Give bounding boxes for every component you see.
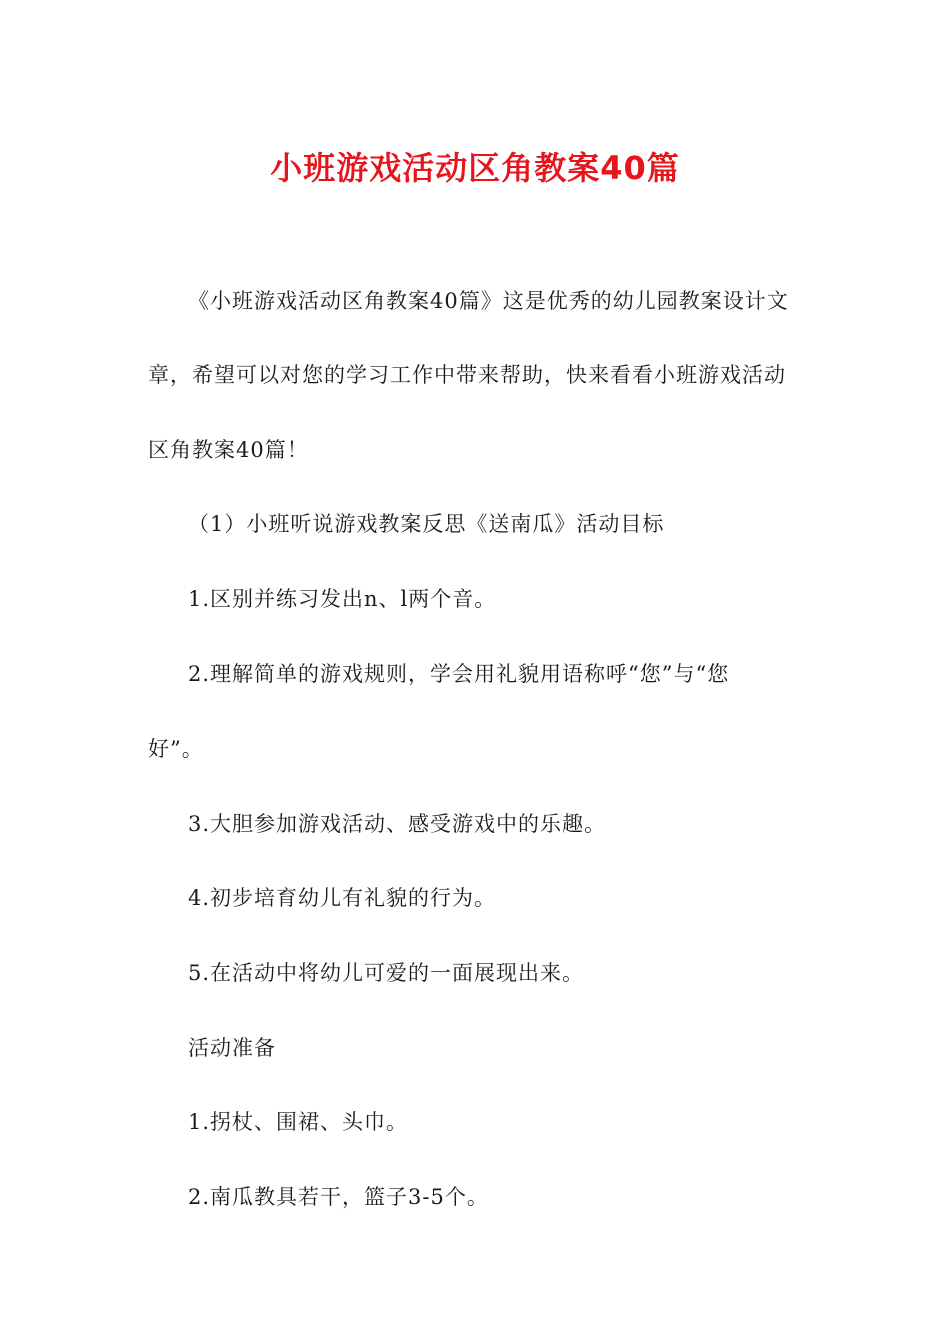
document-title: 小班游戏活动区角教案40篇 (270, 149, 680, 187)
goal-item-1: 1.区别并练习发出n、l两个音。 (188, 587, 497, 611)
intro-line-1: 《小班游戏活动区角教案40篇》这是优秀的幼儿园教案设计文 (188, 289, 789, 313)
preparation-heading: 活动准备 (188, 1036, 276, 1060)
preparation-item-1: 1.拐杖、围裙、头巾。 (188, 1110, 409, 1134)
preparation-item-2: 2.南瓜教具若干，篮子3-5个。 (188, 1185, 489, 1209)
goal-item-3: 3.大胆参加游戏活动、感受游戏中的乐趣。 (188, 812, 607, 836)
goal-item-5: 5.在活动中将幼儿可爱的一面展现出来。 (188, 961, 585, 985)
section-heading: （1）小班听说游戏教案反思《送南瓜》活动目标 (188, 512, 665, 536)
goal-item-2: 2.理解简单的游戏规则，学会用礼貌用语称呼“您”与“您 (188, 662, 730, 686)
intro-line-3: 区角教案40篇！ (148, 438, 309, 462)
goal-item-4: 4.初步培育幼儿有礼貌的行为。 (188, 886, 497, 910)
intro-line-2: 章，希望可以对您的学习工作中带来帮助，快来看看小班游戏活动 (148, 363, 786, 387)
goal-item-2-continued: 好”。 (148, 737, 204, 761)
